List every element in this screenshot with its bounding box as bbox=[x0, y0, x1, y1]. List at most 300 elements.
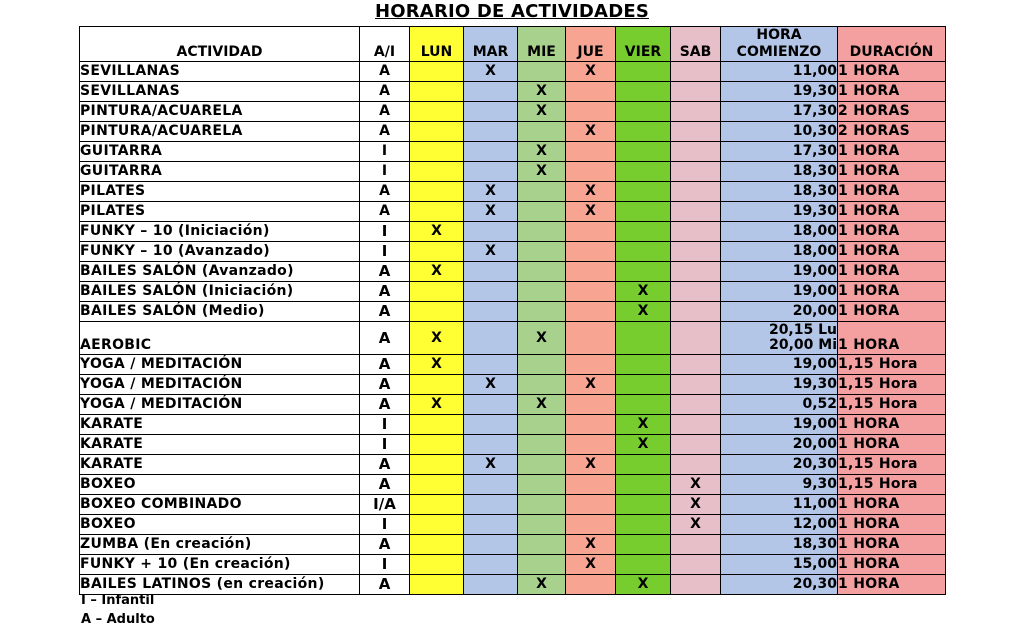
day-cell-mie bbox=[518, 415, 566, 435]
table-row bbox=[80, 62, 946, 82]
header-duracion: DURACIÓN bbox=[838, 27, 946, 62]
day-cell-vier bbox=[616, 495, 671, 515]
table-row bbox=[80, 455, 946, 475]
table-row bbox=[80, 395, 946, 415]
activity-cell: KARATE bbox=[80, 435, 360, 455]
day-cell-mie bbox=[518, 202, 566, 222]
day-cell-sab bbox=[671, 162, 721, 182]
activity-cell: GUITARRA bbox=[80, 162, 360, 182]
age-group-cell: A bbox=[360, 302, 410, 322]
start-time-cell bbox=[721, 202, 838, 222]
day-cell-lun bbox=[410, 355, 464, 375]
header-mie: MIE bbox=[518, 27, 566, 62]
start-time: 15,00 bbox=[792, 556, 837, 572]
day-cell-vier bbox=[616, 262, 671, 282]
duration-cell: 1 HORA bbox=[838, 222, 946, 242]
day-cell-mar bbox=[464, 182, 518, 202]
start-time: 20,00 bbox=[792, 436, 837, 452]
duration-cell: 1 HORA bbox=[838, 202, 946, 222]
activity-cell: PILATES bbox=[80, 202, 360, 222]
day-cell-sab bbox=[671, 455, 721, 475]
table-row bbox=[80, 262, 946, 282]
activity-cell: KARATE bbox=[80, 455, 360, 475]
start-time: 19,30 bbox=[792, 83, 837, 99]
day-cell-sab bbox=[671, 475, 721, 495]
start-time: 19,00 bbox=[792, 416, 837, 432]
day-cell-lun bbox=[410, 415, 464, 435]
start-time: 0,52 bbox=[802, 396, 837, 412]
start-time: 20,00 bbox=[792, 303, 837, 319]
x-mark: X bbox=[690, 496, 701, 512]
day-cell-vier bbox=[616, 455, 671, 475]
day-cell-sab bbox=[671, 142, 721, 162]
page-title: HORARIO DE ACTIVIDADES bbox=[374, 1, 649, 22]
duration-cell: 1 HORA bbox=[838, 322, 946, 355]
start-time-cell bbox=[721, 495, 838, 515]
day-cell-jue bbox=[566, 222, 616, 242]
start-time: 18,30 bbox=[792, 163, 837, 179]
x-mark: X bbox=[690, 516, 701, 532]
day-cell-mie bbox=[518, 322, 566, 355]
start-time-cell bbox=[721, 222, 838, 242]
day-cell-mie bbox=[518, 122, 566, 142]
day-cell-jue bbox=[566, 555, 616, 575]
day-cell-lun bbox=[410, 555, 464, 575]
x-mark: X bbox=[690, 476, 701, 492]
day-cell-sab bbox=[671, 535, 721, 555]
start-time: 19,00 bbox=[792, 263, 837, 279]
day-cell-lun bbox=[410, 282, 464, 302]
age-group-cell: A bbox=[360, 575, 410, 595]
duration-cell: 1 HORA bbox=[838, 515, 946, 535]
day-cell-mie bbox=[518, 62, 566, 82]
age-group-cell: A bbox=[360, 122, 410, 142]
day-cell-mar bbox=[464, 242, 518, 262]
legend-infantil: I – Infantil bbox=[81, 593, 155, 608]
day-cell-jue bbox=[566, 142, 616, 162]
day-cell-mar bbox=[464, 262, 518, 282]
day-cell-lun bbox=[410, 395, 464, 415]
day-cell-mie bbox=[518, 355, 566, 375]
table-row bbox=[80, 555, 946, 575]
age-group-cell: A bbox=[360, 62, 410, 82]
day-cell-mie bbox=[518, 455, 566, 475]
day-cell-mie bbox=[518, 475, 566, 495]
day-cell-mie bbox=[518, 162, 566, 182]
day-cell-mar bbox=[464, 575, 518, 595]
day-cell-jue bbox=[566, 82, 616, 102]
day-cell-lun bbox=[410, 375, 464, 395]
day-cell-mie bbox=[518, 435, 566, 455]
age-group-cell: I bbox=[360, 242, 410, 262]
day-cell-mar bbox=[464, 122, 518, 142]
start-time: 20,30 bbox=[792, 456, 837, 472]
duration-cell: 1,15 Hora bbox=[838, 375, 946, 395]
start-time-cell bbox=[721, 282, 838, 302]
day-cell-mar bbox=[464, 222, 518, 242]
age-group-cell: I bbox=[360, 222, 410, 242]
day-cell-mar bbox=[464, 322, 518, 355]
x-mark: X bbox=[637, 283, 649, 299]
x-mark: X bbox=[431, 396, 442, 412]
day-cell-jue bbox=[566, 162, 616, 182]
day-cell-vier bbox=[616, 435, 671, 455]
age-group-cell: A bbox=[360, 475, 410, 495]
table-row bbox=[80, 102, 946, 122]
activity-cell: YOGA / MEDITACIÓN bbox=[80, 375, 360, 395]
day-cell-jue bbox=[566, 322, 616, 355]
duration-cell: 1 HORA bbox=[838, 82, 946, 102]
day-cell-vier bbox=[616, 142, 671, 162]
start-time-cell bbox=[721, 535, 838, 555]
start-time: 20,15 Lu bbox=[768, 322, 837, 338]
day-cell-jue bbox=[566, 515, 616, 535]
start-time-cell bbox=[721, 262, 838, 282]
day-cell-vier bbox=[616, 475, 671, 495]
day-cell-mar bbox=[464, 495, 518, 515]
table-row bbox=[80, 575, 946, 595]
start-time: 19,00 bbox=[792, 283, 837, 299]
day-cell-vier bbox=[616, 82, 671, 102]
start-time-cell bbox=[721, 182, 838, 202]
x-mark: X bbox=[585, 183, 596, 199]
day-cell-sab bbox=[671, 202, 721, 222]
header-row bbox=[80, 27, 946, 62]
start-time-cell bbox=[721, 162, 838, 182]
duration-cell: 1 HORA bbox=[838, 302, 946, 322]
x-mark: X bbox=[485, 203, 496, 219]
x-mark: X bbox=[485, 243, 496, 259]
day-cell-mie bbox=[518, 142, 566, 162]
day-cell-lun bbox=[410, 575, 464, 595]
x-mark: X bbox=[485, 456, 496, 472]
day-cell-mar bbox=[464, 555, 518, 575]
table-row bbox=[80, 202, 946, 222]
day-cell-jue bbox=[566, 535, 616, 555]
day-cell-mie bbox=[518, 82, 566, 102]
duration-cell: 1,15 Hora bbox=[838, 455, 946, 475]
x-mark: X bbox=[536, 83, 547, 99]
age-group-cell: A bbox=[360, 182, 410, 202]
activity-cell: PINTURA/ACUARELA bbox=[80, 102, 360, 122]
day-cell-sab bbox=[671, 122, 721, 142]
day-cell-mie bbox=[518, 555, 566, 575]
day-cell-jue bbox=[566, 415, 616, 435]
table-row bbox=[80, 222, 946, 242]
day-cell-vier bbox=[616, 322, 671, 355]
day-cell-mie bbox=[518, 222, 566, 242]
activity-cell: PILATES bbox=[80, 182, 360, 202]
duration-cell: 2 HORAS bbox=[838, 122, 946, 142]
table-row bbox=[80, 415, 946, 435]
day-cell-mar bbox=[464, 142, 518, 162]
day-cell-vier bbox=[616, 62, 671, 82]
age-group-cell: A bbox=[360, 82, 410, 102]
activity-cell: FUNKY – 10 (Avanzado) bbox=[80, 242, 360, 262]
x-mark: X bbox=[637, 303, 649, 319]
x-mark: X bbox=[536, 329, 547, 346]
day-cell-sab bbox=[671, 322, 721, 355]
start-time-cell bbox=[721, 475, 838, 495]
header-mar: MAR bbox=[464, 27, 518, 62]
day-cell-mar bbox=[464, 395, 518, 415]
schedule-table bbox=[79, 26, 946, 595]
duration-cell: 1 HORA bbox=[838, 162, 946, 182]
x-mark: X bbox=[431, 329, 442, 346]
day-cell-sab bbox=[671, 222, 721, 242]
start-time-cell bbox=[721, 375, 838, 395]
day-cell-vier bbox=[616, 415, 671, 435]
day-cell-lun bbox=[410, 475, 464, 495]
day-cell-sab bbox=[671, 302, 721, 322]
x-mark: X bbox=[637, 436, 649, 452]
start-time-cell bbox=[721, 395, 838, 415]
start-time: 19,30 bbox=[792, 376, 837, 392]
day-cell-jue bbox=[566, 495, 616, 515]
table-row bbox=[80, 515, 946, 535]
day-cell-lun bbox=[410, 222, 464, 242]
day-cell-sab bbox=[671, 395, 721, 415]
day-cell-jue bbox=[566, 475, 616, 495]
table-row bbox=[80, 535, 946, 555]
duration-cell: 1 HORA bbox=[838, 555, 946, 575]
duration-cell: 1 HORA bbox=[838, 262, 946, 282]
start-time-secondary: 20,00 Mi bbox=[769, 337, 837, 353]
x-mark: X bbox=[431, 356, 442, 372]
age-group-cell: A bbox=[360, 455, 410, 475]
day-cell-sab bbox=[671, 375, 721, 395]
day-cell-vier bbox=[616, 302, 671, 322]
start-time: 9,30 bbox=[802, 476, 837, 492]
duration-cell: 1 HORA bbox=[838, 495, 946, 515]
x-mark: X bbox=[585, 203, 596, 219]
day-cell-mar bbox=[464, 102, 518, 122]
x-mark: X bbox=[637, 576, 649, 592]
day-cell-vier bbox=[616, 515, 671, 535]
day-cell-mie bbox=[518, 262, 566, 282]
start-time: 12,00 bbox=[792, 516, 837, 532]
header-hora-line1: HORA bbox=[756, 27, 802, 43]
activity-cell: BAILES SALÓN (Iniciación) bbox=[80, 282, 360, 302]
day-cell-lun bbox=[410, 122, 464, 142]
activity-cell: BOXEO COMBINADO bbox=[80, 495, 360, 515]
age-group-cell: I bbox=[360, 555, 410, 575]
x-mark: X bbox=[536, 143, 547, 159]
day-cell-mar bbox=[464, 355, 518, 375]
duration-cell: 1 HORA bbox=[838, 575, 946, 595]
day-cell-mar bbox=[464, 435, 518, 455]
activity-cell: FUNKY + 10 (En creación) bbox=[80, 555, 360, 575]
day-cell-jue bbox=[566, 282, 616, 302]
day-cell-mie bbox=[518, 282, 566, 302]
day-cell-jue bbox=[566, 62, 616, 82]
day-cell-mie bbox=[518, 242, 566, 262]
day-cell-sab bbox=[671, 355, 721, 375]
header-actividad: ACTIVIDAD bbox=[80, 27, 360, 62]
day-cell-vier bbox=[616, 102, 671, 122]
start-time: 11,00 bbox=[792, 496, 837, 512]
day-cell-mar bbox=[464, 455, 518, 475]
table-row bbox=[80, 475, 946, 495]
start-time-cell bbox=[721, 415, 838, 435]
day-cell-vier bbox=[616, 182, 671, 202]
table-row bbox=[80, 82, 946, 102]
start-time-cell bbox=[721, 122, 838, 142]
day-cell-mar bbox=[464, 475, 518, 495]
day-cell-jue bbox=[566, 375, 616, 395]
duration-cell: 1 HORA bbox=[838, 282, 946, 302]
duration-cell: 1 HORA bbox=[838, 535, 946, 555]
day-cell-sab bbox=[671, 102, 721, 122]
day-cell-jue bbox=[566, 355, 616, 375]
start-time: 20,30 bbox=[792, 576, 837, 592]
duration-cell: 1,15 Hora bbox=[838, 355, 946, 375]
day-cell-sab bbox=[671, 282, 721, 302]
start-time: 18,30 bbox=[792, 536, 837, 552]
start-time-cell bbox=[721, 435, 838, 455]
day-cell-lun bbox=[410, 455, 464, 475]
start-time-cell bbox=[721, 62, 838, 82]
duration-cell: 2 HORAS bbox=[838, 102, 946, 122]
start-time-cell bbox=[721, 575, 838, 595]
x-mark: X bbox=[485, 63, 496, 79]
day-cell-vier bbox=[616, 162, 671, 182]
day-cell-lun bbox=[410, 515, 464, 535]
day-cell-mar bbox=[464, 375, 518, 395]
day-cell-jue bbox=[566, 575, 616, 595]
day-cell-sab bbox=[671, 415, 721, 435]
day-cell-vier bbox=[616, 395, 671, 415]
day-cell-sab bbox=[671, 62, 721, 82]
day-cell-vier bbox=[616, 375, 671, 395]
day-cell-jue bbox=[566, 435, 616, 455]
activity-cell: KARATE bbox=[80, 415, 360, 435]
day-cell-sab bbox=[671, 435, 721, 455]
x-mark: X bbox=[485, 183, 496, 199]
day-cell-lun bbox=[410, 162, 464, 182]
day-cell-mar bbox=[464, 535, 518, 555]
start-time-cell bbox=[721, 555, 838, 575]
age-group-cell: I bbox=[360, 415, 410, 435]
duration-cell: 1 HORA bbox=[838, 62, 946, 82]
duration-cell: 1,15 Hora bbox=[838, 395, 946, 415]
duration-cell: 1 HORA bbox=[838, 242, 946, 262]
day-cell-lun bbox=[410, 102, 464, 122]
x-mark: X bbox=[536, 396, 547, 412]
activity-cell: YOGA / MEDITACIÓN bbox=[80, 355, 360, 375]
start-time-cell bbox=[721, 142, 838, 162]
day-cell-sab bbox=[671, 495, 721, 515]
day-cell-jue bbox=[566, 455, 616, 475]
day-cell-mie bbox=[518, 302, 566, 322]
day-cell-lun bbox=[410, 435, 464, 455]
table-row bbox=[80, 282, 946, 302]
day-cell-lun bbox=[410, 202, 464, 222]
day-cell-jue bbox=[566, 102, 616, 122]
table-row bbox=[80, 355, 946, 375]
day-cell-sab bbox=[671, 515, 721, 535]
header-sab: SAB bbox=[671, 27, 721, 62]
day-cell-vier bbox=[616, 535, 671, 555]
day-cell-sab bbox=[671, 575, 721, 595]
day-cell-sab bbox=[671, 182, 721, 202]
day-cell-lun bbox=[410, 302, 464, 322]
header-jue: JUE bbox=[566, 27, 616, 62]
day-cell-mie bbox=[518, 102, 566, 122]
day-cell-mie bbox=[518, 375, 566, 395]
activity-cell: BOXEO bbox=[80, 515, 360, 535]
start-time: 17,30 bbox=[792, 103, 837, 119]
day-cell-mie bbox=[518, 395, 566, 415]
day-cell-mie bbox=[518, 182, 566, 202]
day-cell-lun bbox=[410, 535, 464, 555]
age-group-cell: A bbox=[360, 322, 410, 355]
x-mark: X bbox=[585, 376, 596, 392]
x-mark: X bbox=[536, 163, 547, 179]
table-row bbox=[80, 322, 946, 355]
x-mark: X bbox=[585, 456, 596, 472]
header-hora-comienzo bbox=[721, 27, 838, 62]
day-cell-sab bbox=[671, 82, 721, 102]
duration-cell: 1,15 Hora bbox=[838, 475, 946, 495]
start-time: 19,00 bbox=[792, 356, 837, 372]
start-time-cell bbox=[721, 455, 838, 475]
day-cell-mie bbox=[518, 575, 566, 595]
header-ai: A/I bbox=[360, 27, 410, 62]
duration-cell: 1 HORA bbox=[838, 182, 946, 202]
age-group-cell: A bbox=[360, 395, 410, 415]
day-cell-jue bbox=[566, 182, 616, 202]
header-hora-line2: COMIENZO bbox=[736, 44, 822, 60]
start-time: 18,00 bbox=[792, 243, 837, 259]
start-time: 11,00 bbox=[792, 63, 837, 79]
x-mark: X bbox=[431, 223, 442, 239]
age-group-cell: I/A bbox=[360, 495, 410, 515]
day-cell-mar bbox=[464, 82, 518, 102]
table-row bbox=[80, 242, 946, 262]
x-mark: X bbox=[585, 536, 596, 552]
table-row bbox=[80, 122, 946, 142]
age-group-cell: A bbox=[360, 202, 410, 222]
table-row bbox=[80, 162, 946, 182]
start-time: 10,30 bbox=[792, 123, 837, 139]
activity-cell: BAILES SALÓN (Avanzado) bbox=[80, 262, 360, 282]
day-cell-jue bbox=[566, 302, 616, 322]
start-time-cell bbox=[721, 515, 838, 535]
day-cell-lun bbox=[410, 262, 464, 282]
activity-cell: AEROBIC bbox=[80, 322, 360, 355]
age-group-cell: A bbox=[360, 375, 410, 395]
x-mark: X bbox=[485, 376, 496, 392]
table-row bbox=[80, 182, 946, 202]
day-cell-sab bbox=[671, 262, 721, 282]
x-mark: X bbox=[585, 63, 596, 79]
start-time: 17,30 bbox=[792, 143, 837, 159]
day-cell-lun bbox=[410, 82, 464, 102]
start-time-cell bbox=[721, 302, 838, 322]
day-cell-jue bbox=[566, 202, 616, 222]
duration-cell: 1 HORA bbox=[838, 415, 946, 435]
header-lun: LUN bbox=[410, 27, 464, 62]
start-time: 18,30 bbox=[792, 183, 837, 199]
activity-cell: FUNKY – 10 (Iniciación) bbox=[80, 222, 360, 242]
activity-cell: ZUMBA (En creación) bbox=[80, 535, 360, 555]
day-cell-lun bbox=[410, 495, 464, 515]
activity-cell: BOXEO bbox=[80, 475, 360, 495]
day-cell-mar bbox=[464, 515, 518, 535]
table-row bbox=[80, 375, 946, 395]
duration-cell: 1 HORA bbox=[838, 435, 946, 455]
